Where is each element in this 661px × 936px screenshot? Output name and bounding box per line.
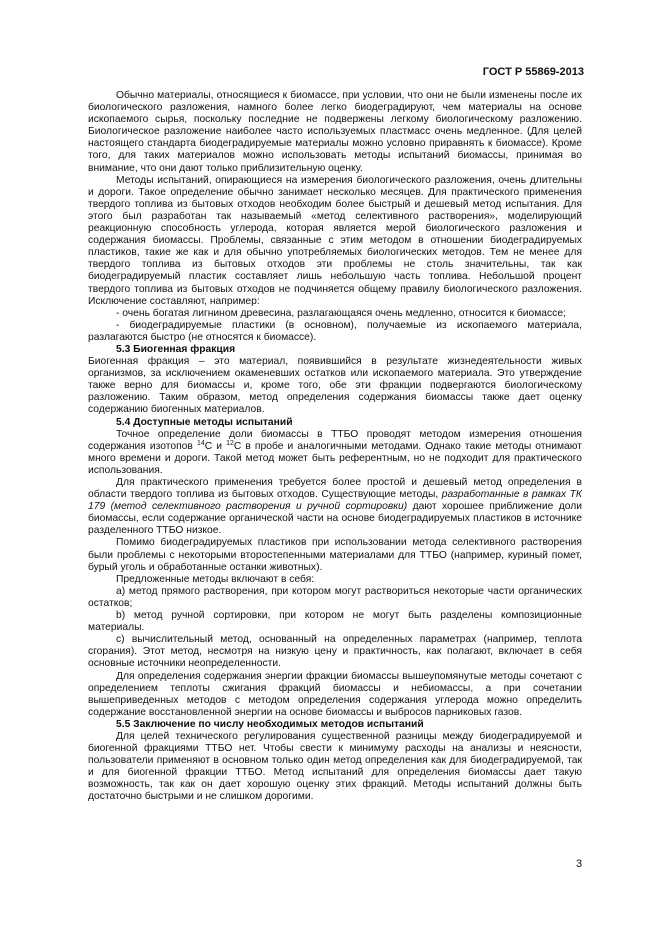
document-body: [88, 90, 582, 804]
text-run: дают хорошее приближение доли биомассы, если содержание органической части на основе биодеградируемых пластиков в источнике разделенного ТТБО низкое.: [88, 501, 582, 537]
paragraph: Методы испытаний, опирающиеся на измерения биологического разложения, очень длительны и дороги. Такое определение обычно занимает несколько месяцев. Для практического применения твердого топлива из бытовых отходов необходим более быстрый и дешевый метод испытания. Для этого был разработан так называемый «метод селективного растворения», моделирующий реакционную способность углерода, которая является мерой биологического разложения и содержания биомассы. Проблемы, связанные с этим методом в отношении биодеградируемых пластиков, такие же как и для обычно употребляемых биологических методов. Тем не менее для твердого топлива из бытовых отходов эти проблемы не столь значительны, так как биодеградируемый пластик составляет лишь небольшую часть топлива. Небольшой процент твердого топлива из бытовых отходов не подчиняется общему правилу биологического разложения. Исключение составляют, например:: [88, 174, 582, 307]
italic-text: разработанные в рамках ТК 179 (метод селективного растворения и ручной сортировки): [88, 489, 583, 513]
paragraph: Помимо биодеградируемых пластиков при использовании метода селективного растворения были проблемы с некоторыми второстепенными материалами для ТТБО (например, куриный помет, бурый уголь и обработанные останки животных).: [88, 537, 582, 573]
page-number: 3: [576, 858, 583, 870]
section-heading-5-3: 5.3 Биогенная фракция: [116, 343, 236, 355]
paragraph: Обычно материалы, относящиеся к биомассе, при условии, что они не были изменены после их биологического разложения, намного более легко биодеградируют, чем материалы на основе ископаемого сырья, поскольку последние не подвержены легкому биологическому разложению. Биологическое разложение наиболее часто используемых пластмасс очень медленное. (Для целей настоящего стандарта биодеградируемые материалы можно условно приравнять к биомассе). Кроме того, для таких материалов можно использовать методы испытаний биомассы, принимая во внимание, что они дают только приблизительную оценку.: [88, 90, 582, 174]
text-run: С и: [204, 440, 227, 452]
document-code: ГОСТ Р 55869-2013: [482, 66, 584, 78]
paragraph: Биогенная фракция – это материал, появившийся в результате жизнедеятельности живых организмов, за исключением окаменевших остатков или ископаемого материала. Это утверждение также верно для биомассы и, кроме того, обе эти фракции подвергаются биологическому разложению. Таким образом, метод определения содержания биомассы также дает оценку содержанию биогенных материалов.: [88, 356, 582, 416]
list-item: b) метод ручной сортировки, при котором не могут быть разделены композиционные материалы.: [88, 610, 582, 634]
text-run: С в пробе и аналогичными методами. Однако такие методы отнимают много времени и дороги. Такой метод может быть референтным, но не подходит для практического использования.: [88, 440, 582, 476]
paragraph: Предложенные методы включают в себя:: [116, 573, 315, 585]
list-item: c) вычислительный метод, основанный на определенных параметрах (например, теплота сгорания). Этот метод, несмотря на низкую цену и практичность, как полагают, включает в себя основные источники неопределенности.: [88, 634, 582, 670]
text-run: Точное определение доли биомассы в ТТБО проводят методом измерения отношения содержания изотопов: [88, 428, 582, 452]
paragraph: Для определения содержания энергии фракции биомассы вышеупомянутые методы сочетают с определением теплоты сжигания фракций биомассы и небиомассы, а при сочетании вышеприведенных методов с методом определения содержания углерода можно определить содержание восстановленной энергии на основе биомассы и выбросов парниковых газов.: [88, 670, 582, 718]
paragraph: Для целей технического регулирования существенной разницы между биодеградируемой и биогенной фракциями ТТБО нет. Чтобы свести к минимуму расходы на анализы и неясности, пользователи применяют в основном только один метод определения как для биодеградируемой, так и для биогенной фракции ТТБО. Метод испытаний для определения биомассы дает такую возможность, так как он дает хорошую оценку этих фракций. Методы испытаний должны быть достаточно быстрыми и не слишком дорогими.: [88, 730, 582, 803]
section-heading-5-4: 5.4 Доступные методы испытаний: [116, 416, 293, 428]
superscript: 14: [196, 439, 205, 447]
paragraph-methods: [88, 477, 582, 537]
superscript: 12: [226, 439, 234, 447]
paragraph-isotopes: [88, 429, 582, 477]
list-item: - биодеградируемые пластики (в основном), получаемые из ископаемого материала, разлагаются быстро (не относятся к биомассе).: [88, 319, 582, 343]
text-run: Для практического применения требуется более простой и дешевый метод определения в области твердого топлива из бытовых отходов. Существующие методы,: [88, 477, 582, 501]
section-heading-5-5: 5.5 Заключение по числу необходимых методов испытаний: [116, 718, 424, 730]
list-item: a) метод прямого растворения, при котором могут раствориться некоторые части органических остатков;: [88, 585, 582, 609]
list-item: - очень богатая лигнином древесина, разлагающаяся очень медленно, относится к биомассе;: [116, 307, 566, 319]
